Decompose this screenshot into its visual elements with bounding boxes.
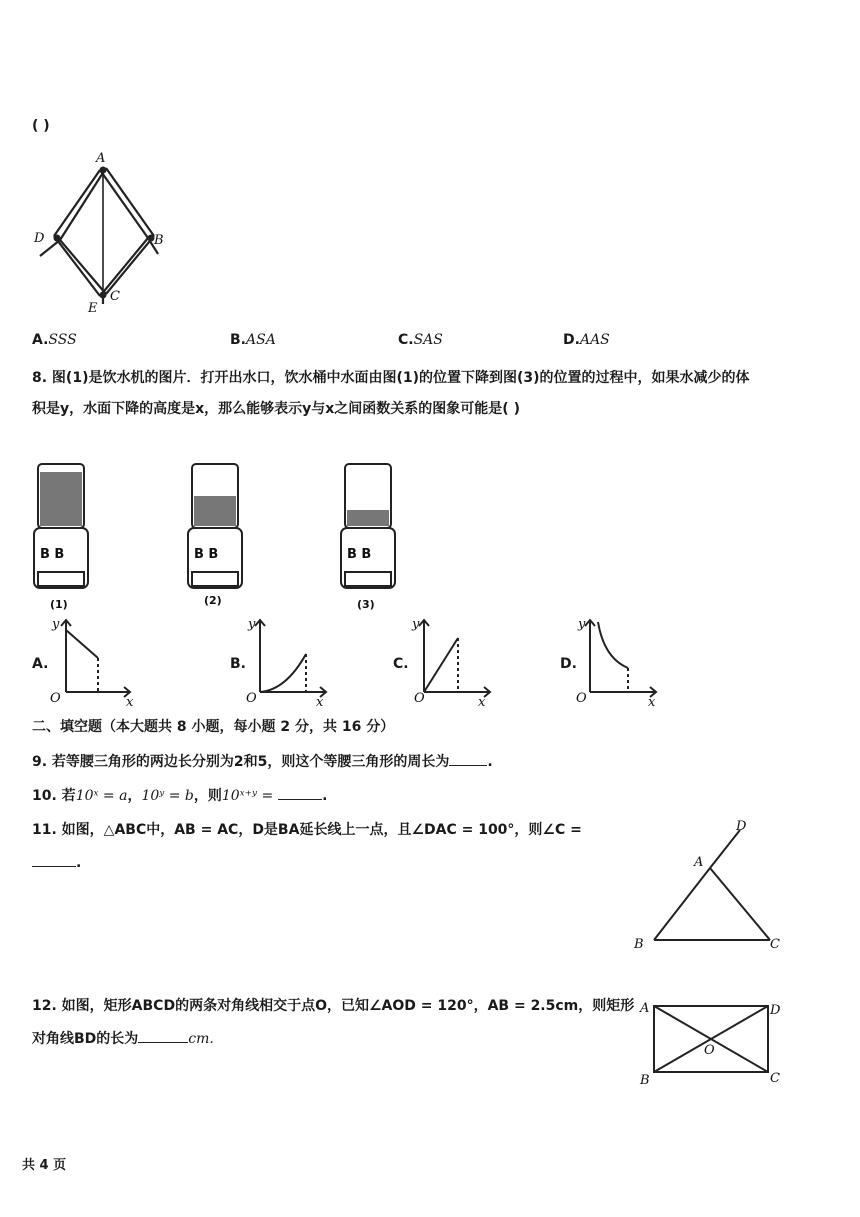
q8-graph-b — [246, 614, 336, 710]
q11-label-c: C — [770, 937, 780, 952]
q9-answer-blank[interactable] — [449, 751, 487, 766]
q7-answer-paren: ( ) — [32, 118, 50, 134]
q8-dispenser-3-buttons: B B — [347, 547, 372, 562]
q8-graph-b-origin: O — [246, 691, 257, 706]
q7-label-b: B — [154, 233, 164, 248]
q11-answer-blank[interactable] — [32, 852, 76, 867]
q8-graph-c-origin: O — [414, 691, 425, 706]
q8-graph-d-x: x — [648, 695, 656, 710]
q7-label-e: E — [88, 301, 98, 316]
q12-label-d: D — [770, 1003, 781, 1018]
page-count-footer: 共 4 页 — [22, 1158, 67, 1173]
q8-graph-a-origin: O — [50, 691, 61, 706]
section2-heading: 二、填空题（本大题共 8 小题，每小题 2 分，共 16 分） — [32, 719, 395, 735]
q8-dispenser-1 — [30, 462, 92, 612]
q10-answer-blank[interactable] — [278, 785, 322, 800]
q12-line2: 对角线BD的长为 cm. — [32, 1028, 214, 1048]
q8-dispenser-2-label: (2) — [204, 594, 222, 607]
q8-graph-c-x: x — [478, 695, 486, 710]
q12-label-a: A — [640, 1001, 650, 1016]
q10-text: 10. 若10ˣ = a，10ʸ = b，则10ˣ⁺ʸ = . — [32, 785, 327, 805]
q8-graph-a — [48, 614, 138, 710]
q8-dispenser-1-buttons: B B — [40, 547, 65, 562]
q8-line2: 积是y，水面下降的高度是x，那么能够表示y与x之间函数关系的图象可能是( ) — [32, 401, 520, 417]
q11-label-b: B — [634, 937, 644, 952]
q8-line1: 8. 图(1)是饮水机的图片．打开出水口，饮水桶中水面由图(1)的位置下降到图(3)的位置的过程中，如果水减少的体 — [32, 370, 750, 386]
q11-text: 11. 如图，△ABC中，AB = AC，D是BA延长线上一点，且∠DAC = 100°，则∠C = — [32, 822, 582, 838]
q8-graph-b-y: y — [248, 617, 256, 632]
q8-graph-d — [576, 614, 666, 710]
q7-option-c: C.SAS — [398, 332, 443, 348]
q7-rhombus-figure — [30, 148, 170, 318]
q8-graph-a-x: x — [126, 695, 134, 710]
q8-graph-c-y: y — [412, 617, 420, 632]
q12-label-b: B — [640, 1073, 650, 1088]
q9-text: 9. 若等腰三角形的两边长分别为2和5，则这个等腰三角形的周长为 . — [32, 751, 493, 771]
q12-rectangle-figure — [634, 996, 794, 1092]
q7-option-a: A.SSS — [32, 332, 77, 348]
q8-graph-d-origin: O — [576, 691, 587, 706]
q7-label-d: D — [34, 231, 45, 246]
q8-graph-option-d-letter: D. — [560, 656, 577, 672]
q7-option-d: D.AAS — [563, 332, 610, 348]
q12-line1: 12. 如图，矩形ABCD的两条对角线相交于点O，已知∠AOD = 120°，AB = 2.5cm，则矩形 — [32, 998, 635, 1014]
q8-graph-option-b-letter: B. — [230, 656, 246, 672]
q8-dispenser-1-label: (1) — [50, 598, 68, 611]
q7-option-b: B.ASA — [230, 332, 276, 348]
q8-graph-b-x: x — [316, 695, 324, 710]
q11-triangle-figure — [630, 816, 790, 956]
q8-graph-a-y: y — [52, 617, 60, 632]
q8-graph-d-y: y — [578, 617, 586, 632]
q8-graph-option-c-letter: C. — [393, 656, 409, 672]
q8-dispenser-3 — [337, 462, 399, 612]
q12-label-c: C — [770, 1071, 780, 1086]
q7-label-c: C — [110, 289, 120, 304]
q8-dispenser-2 — [184, 462, 246, 612]
q12-answer-blank[interactable] — [138, 1028, 188, 1043]
q11-label-a: A — [694, 855, 704, 870]
q12-label-o: O — [704, 1043, 715, 1058]
q8-graph-c — [410, 614, 500, 710]
q8-dispenser-2-buttons: B B — [194, 547, 219, 562]
q11-answer-line: . — [32, 852, 81, 871]
q8-graph-option-a-letter: A. — [32, 656, 49, 672]
q8-dispenser-3-label: (3) — [357, 598, 375, 611]
q11-label-d: D — [736, 819, 747, 834]
q7-label-a: A — [96, 151, 106, 166]
